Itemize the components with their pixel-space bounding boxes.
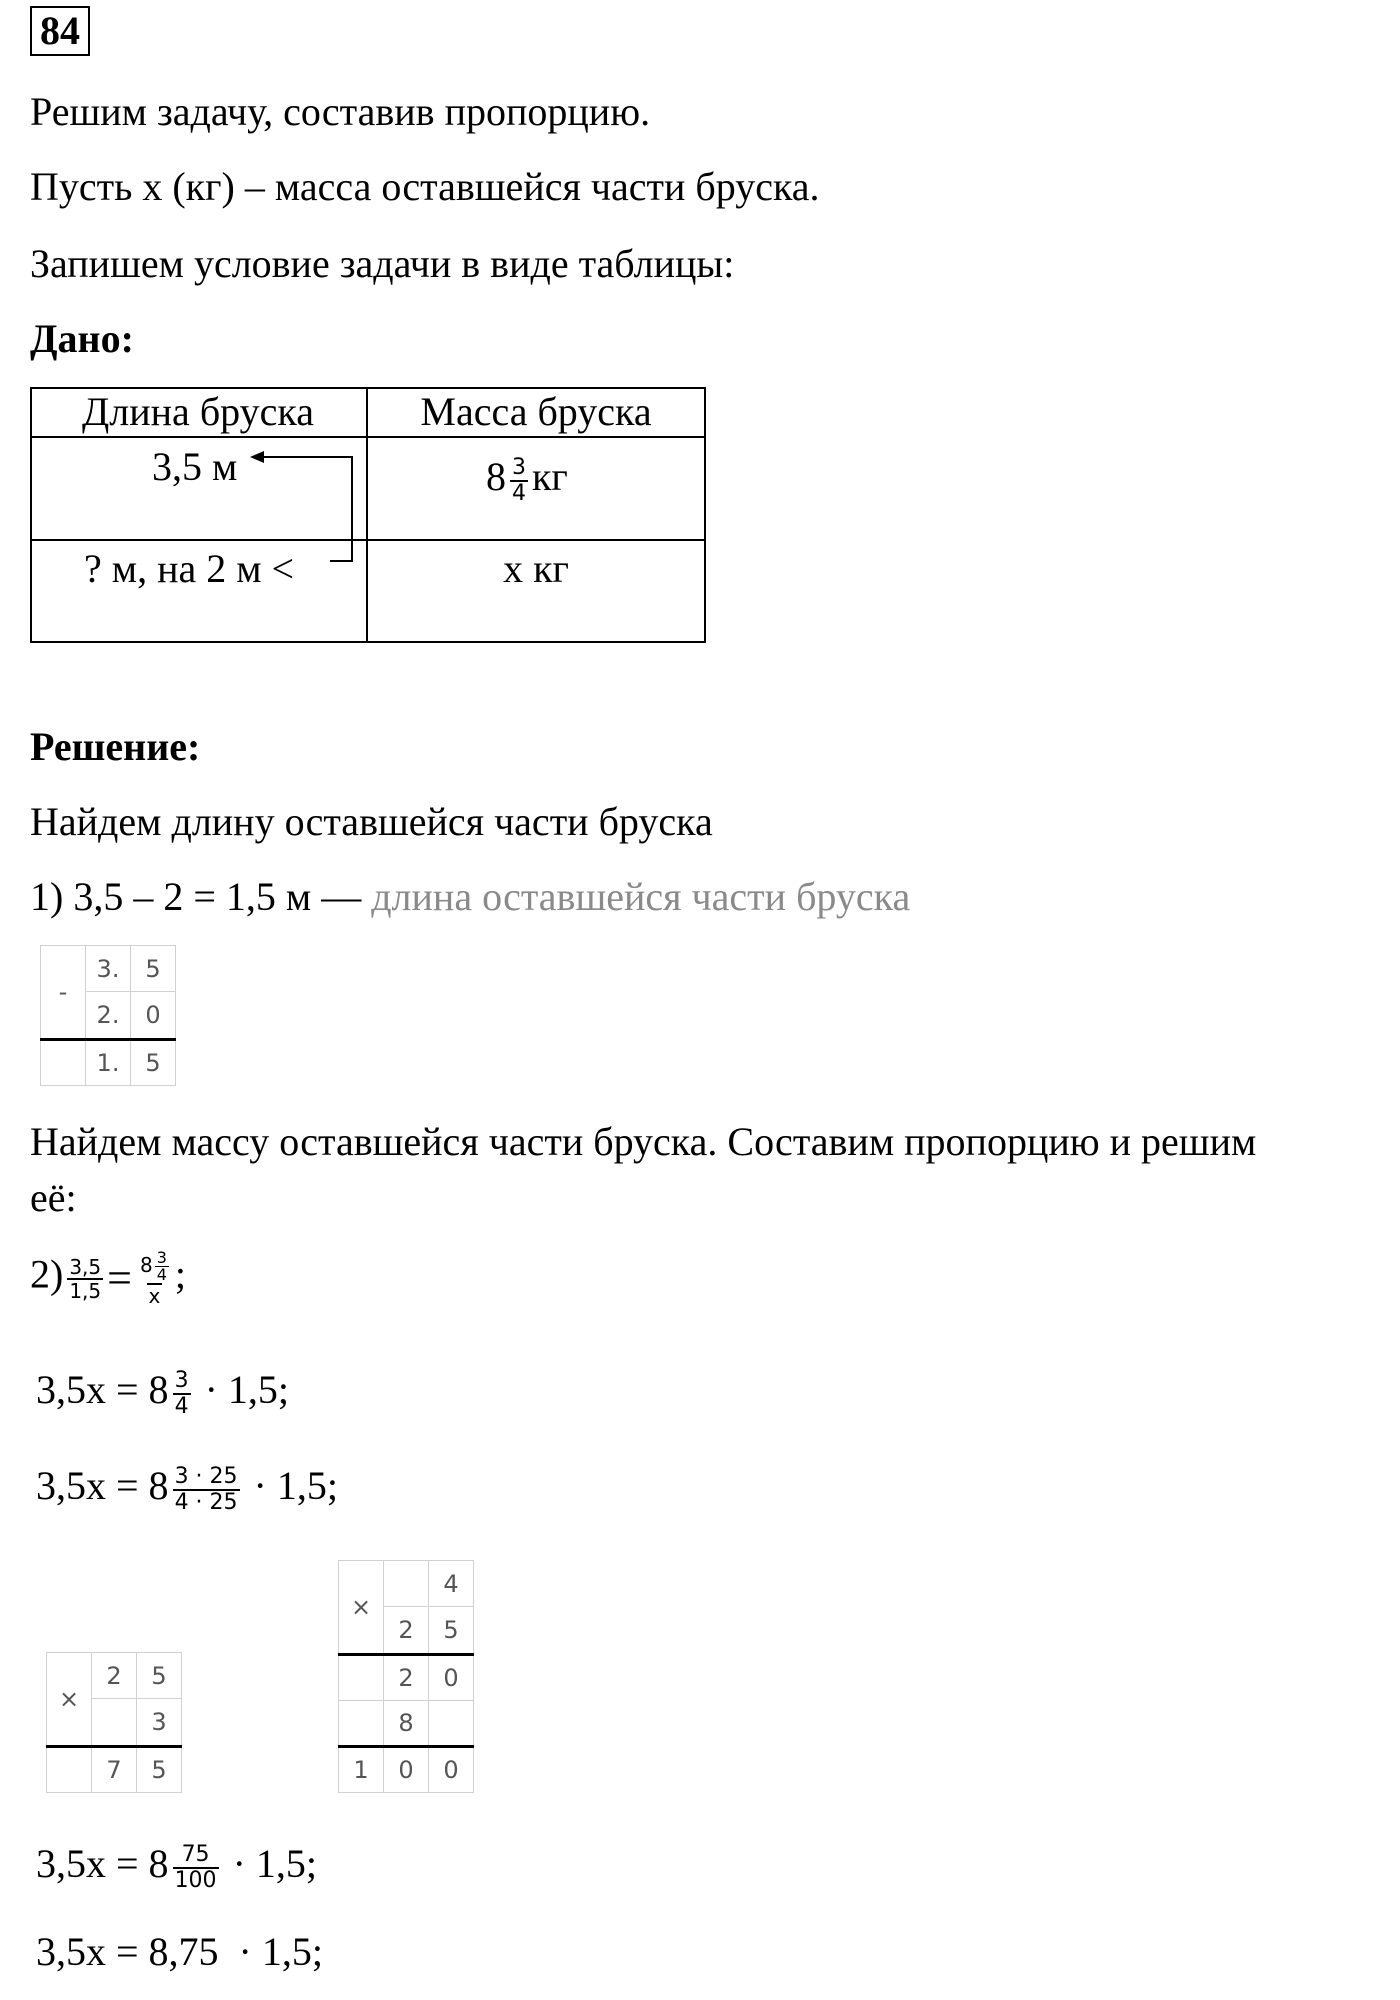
solution-heading: Решение: [30, 724, 201, 769]
step1-note: длина оставшейся части бруска [371, 874, 911, 919]
grid-cell: 5 [131, 946, 176, 992]
multiply-sign: × [47, 1653, 92, 1747]
header-mass: Масса бруска [420, 389, 652, 434]
fraction-numerator: 75 [181, 1841, 210, 1867]
fraction-denominator: х [148, 1284, 161, 1308]
grid-cell: 1 [339, 1747, 384, 1793]
fraction-numerator: 3 · 25 [174, 1463, 238, 1489]
grid-cell: 3. [86, 946, 131, 992]
fraction-denominator: 1,5 [69, 1278, 102, 1303]
grid-cell: 2 [384, 1607, 429, 1655]
final-line: 3,5х = 8,75 · 1,5; [36, 1929, 323, 1974]
fraction-numerator [138, 1250, 171, 1283]
grid-row [41, 1040, 176, 1086]
step2-prefix: 2) [30, 1251, 64, 1297]
comparison-arrow [230, 447, 370, 577]
proportion-line [30, 1250, 186, 1307]
equation-right: · 1,5; [194, 1367, 289, 1412]
grid-cell: 5 [137, 1747, 182, 1793]
grid-cell: 4 [429, 1561, 474, 1607]
equation-line-1 [36, 1366, 289, 1419]
fraction-denominator: 4 [512, 480, 526, 506]
fraction-numerator: 3,5 [69, 1254, 102, 1279]
equation-right: · 1,5; [222, 1841, 317, 1886]
equation-right: · 1,5; [243, 1463, 338, 1508]
multiplication-grid-2 [338, 1560, 474, 1793]
grid-row [339, 1561, 474, 1607]
grid-cell: 1. [86, 1040, 131, 1086]
grid-cell [47, 1747, 92, 1793]
fraction-numerator: 3 [512, 454, 526, 480]
fraction-numerator: 3 [174, 1367, 189, 1393]
row1-mass-fraction [510, 456, 528, 506]
grid-cell [429, 1701, 474, 1747]
grid-cell: 7 [92, 1747, 137, 1793]
grid-cell [384, 1561, 429, 1607]
grid-cell: 0 [131, 992, 176, 1040]
equation-line-3 [36, 1840, 317, 1893]
grid-cell: 3 [137, 1699, 182, 1747]
fraction-denominator: 100 [174, 1867, 217, 1893]
equals-sign: = [107, 1253, 132, 1303]
row1-mass-unit: кг [532, 454, 568, 499]
grid-cell: 2 [384, 1655, 429, 1701]
grid-row [41, 946, 176, 992]
grid-cell: 2. [86, 992, 131, 1040]
row1-mass-whole: 8 [486, 454, 506, 499]
multiplication-grid-1 [46, 1652, 182, 1793]
header-length: Длина бруска [82, 389, 314, 434]
step1-intro: Найдем длину оставшейся части бруска [30, 799, 713, 844]
minus-sign: - [41, 946, 86, 1040]
grid-row [339, 1747, 474, 1793]
grid-cell: 0 [429, 1747, 474, 1793]
row1-length: 3,5 м [152, 444, 238, 489]
equation-fraction [173, 1465, 240, 1515]
rhs-whole: 8 [139, 1253, 153, 1277]
grid-cell [92, 1699, 137, 1747]
grid-row [339, 1655, 474, 1701]
grid-cell [339, 1701, 384, 1747]
intro-line-3: Запишем условие задачи в виде таблицы: [30, 241, 735, 286]
table-border-bottom [30, 641, 706, 643]
grid-cell: 0 [429, 1655, 474, 1701]
fraction-denominator: 4 [156, 1265, 167, 1284]
rhs-fraction [138, 1250, 171, 1307]
step1-expression: 1) 3,5 – 2 = 1,5 м — [30, 874, 372, 919]
fraction-numerator: 3 [156, 1248, 167, 1267]
table-border-header [30, 436, 706, 438]
equation-left: 3,5х = 8 [36, 1463, 169, 1508]
grid-row [47, 1747, 182, 1793]
row1-mass [486, 453, 568, 506]
lhs-fraction [67, 1256, 103, 1302]
equation-left: 3,5х = 8 [36, 1841, 169, 1886]
grid-cell: 0 [384, 1747, 429, 1793]
row2-length: ? м, на 2 м < [84, 546, 295, 591]
grid-cell: 2 [92, 1653, 137, 1699]
grid-cell: 5 [137, 1653, 182, 1699]
step2-intro-line-2: её: [30, 1175, 77, 1220]
task-number: 84 [30, 6, 90, 56]
grid-cell [339, 1655, 384, 1701]
equation-fraction [173, 1843, 219, 1893]
grid-row [339, 1701, 474, 1747]
equation-fraction [173, 1369, 191, 1419]
table-border-right [704, 387, 706, 643]
grid-cell: 5 [429, 1607, 474, 1655]
multiply-sign: × [339, 1561, 384, 1655]
rhs-inner-fraction [155, 1250, 169, 1283]
row2-mass: х кг [503, 546, 569, 591]
grid-cell: 8 [384, 1701, 429, 1747]
fraction-denominator: 4 · 25 [174, 1489, 238, 1515]
intro-line-2: Пусть х (кг) – масса оставшейся части бруска. [30, 164, 820, 209]
grid-row [47, 1653, 182, 1699]
given-heading: Дано: [30, 316, 134, 361]
fraction-denominator: 4 [174, 1393, 189, 1419]
equation-line-2 [36, 1462, 338, 1515]
equation-left: 3,5х = 8 [36, 1367, 169, 1412]
intro-line-1: Решим задачу, составив пропорцию. [30, 89, 651, 134]
step2-end: ; [174, 1251, 187, 1297]
step2-intro-line-1: Найдем массу оставшейся части бруска. Составим пропорцию и решим [30, 1119, 1257, 1164]
step1-line [30, 873, 910, 921]
given-table [30, 387, 706, 643]
subtraction-grid [40, 945, 176, 1086]
grid-cell: 5 [131, 1040, 176, 1086]
grid-cell [41, 1040, 86, 1086]
